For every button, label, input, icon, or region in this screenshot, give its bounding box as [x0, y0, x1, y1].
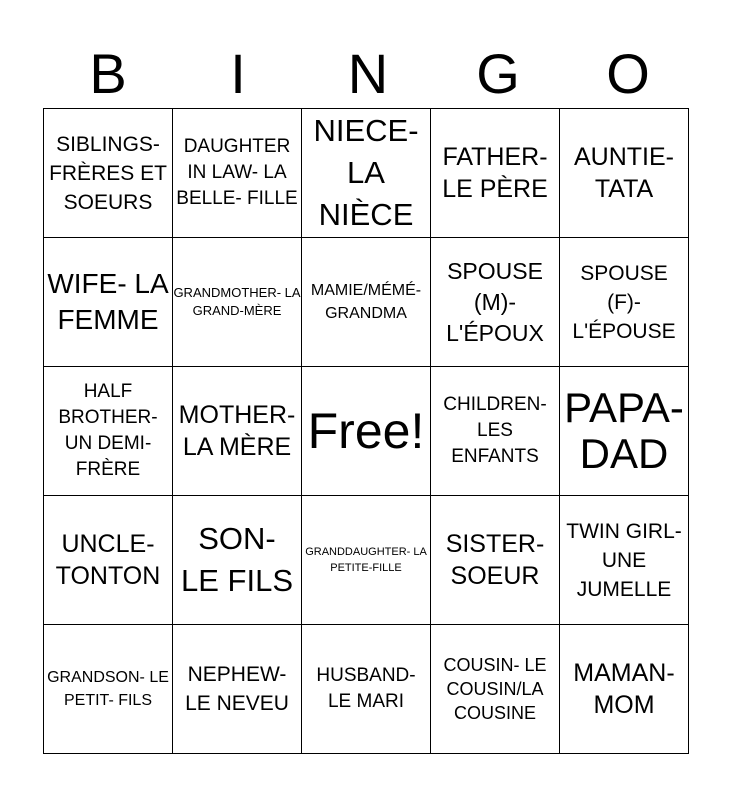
cell-text: MOTHER- LA MÈRE — [178, 401, 296, 461]
cell-text: SPOUSE (M)- L'ÉPOUX — [446, 257, 544, 346]
cell-text: NEPHEW- LE NEVEU — [185, 663, 289, 715]
bingo-cell[interactable] — [431, 367, 560, 496]
cell-text: DAUGHTER IN LAW- LA BELLE- FILLE — [176, 136, 298, 209]
cell-text: TWIN GIRL- UNE JUMELLE — [566, 519, 682, 601]
bingo-cell[interactable] — [560, 496, 689, 625]
cell-text: NIECE- LA NIÈCE — [313, 113, 419, 232]
cell-text: AUNTIE- TATA — [574, 143, 674, 203]
cell-text: GRANDDAUGHTER- LA PETITE-FILLE — [305, 546, 427, 574]
cell-text: SISTER- SOEUR — [445, 530, 545, 590]
grid-row-4 — [44, 496, 689, 625]
cell-text: MAMIE/MÉMÉ- GRANDMA — [310, 282, 422, 322]
bingo-cell[interactable] — [173, 496, 302, 625]
bingo-cell[interactable] — [44, 625, 173, 754]
bingo-cell[interactable] — [431, 496, 560, 625]
grid-row-1 — [44, 109, 689, 238]
grid-row-5 — [44, 625, 689, 754]
header-letter-n: N — [347, 42, 389, 105]
bingo-cell[interactable] — [173, 109, 302, 238]
bingo-cell[interactable] — [302, 367, 431, 496]
cell-text: CHILDREN- LES ENFANTS — [443, 394, 547, 467]
bingo-cell[interactable] — [302, 109, 431, 238]
free-space: Free! — [307, 403, 425, 459]
bingo-cell[interactable] — [44, 238, 173, 367]
bingo-cell[interactable] — [431, 109, 560, 238]
cell-text: GRANDMOTHER- LA GRAND-MÈRE — [173, 285, 301, 318]
bingo-cell[interactable] — [173, 367, 302, 496]
bingo-cell[interactable] — [560, 238, 689, 367]
header-letter-i: I — [230, 42, 246, 105]
cell-text: PAPA- DAD — [564, 384, 684, 477]
bingo-cell[interactable] — [560, 367, 689, 496]
bingo-cell[interactable] — [302, 238, 431, 367]
bingo-cell[interactable] — [560, 625, 689, 754]
bingo-header — [43, 40, 693, 108]
bingo-cell[interactable] — [302, 625, 431, 754]
bingo-cell[interactable] — [302, 496, 431, 625]
cell-text: HALF BROTHER- UN DEMI- FRÈRE — [58, 381, 158, 480]
bingo-cell[interactable] — [431, 238, 560, 367]
cell-text: COUSIN- LE COUSIN/LA COUSINE — [443, 655, 547, 723]
cell-text: UNCLE- TONTON — [55, 530, 161, 590]
cell-text: SIBLINGS- FRÈRES ET SOEURS — [49, 132, 167, 214]
bingo-cell[interactable] — [173, 625, 302, 754]
header-letter-b: B — [89, 42, 127, 105]
header-letter-o: O — [606, 42, 650, 105]
cell-text: WIFE- LA FEMME — [47, 268, 169, 335]
grid-row-3 — [44, 367, 689, 496]
bingo-cell[interactable] — [44, 367, 173, 496]
bingo-cell[interactable] — [560, 109, 689, 238]
cell-text: GRANDSON- LE PETIT- FILS — [47, 669, 169, 709]
bingo-cell[interactable] — [44, 109, 173, 238]
bingo-cell[interactable] — [44, 496, 173, 625]
cell-text: SPOUSE (F)- L'ÉPOUSE — [572, 261, 676, 343]
cell-text: MAMAN- MOM — [573, 659, 675, 719]
header-letter-g: G — [476, 42, 520, 105]
bingo-cell[interactable] — [173, 238, 302, 367]
cell-text: FATHER- LE PÈRE — [442, 143, 548, 203]
cell-text: SON- LE FILS — [181, 521, 293, 598]
cell-text: HUSBAND- LE MARI — [316, 665, 416, 712]
bingo-cell[interactable] — [431, 625, 560, 754]
bingo-grid — [43, 108, 689, 754]
grid-row-2 — [44, 238, 689, 367]
